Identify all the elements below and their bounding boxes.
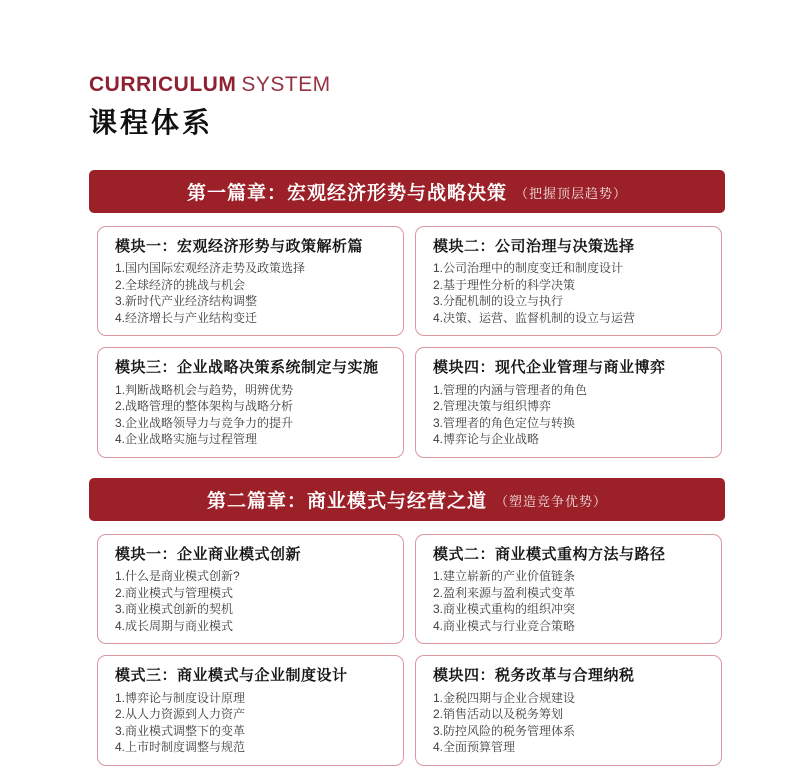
module-title: 模块三：企业战略决策系统制定与实施 — [115, 359, 379, 377]
module-topic: 1.建立崭新的产业价值链条 — [433, 569, 576, 584]
module-topic: 4.商业模式与行业竞合策略 — [433, 618, 576, 633]
module-topic: 3.管理者的角色定位与转换 — [433, 415, 576, 430]
module-topic: 3.分配机制的设立与执行 — [433, 294, 564, 309]
module-card — [97, 655, 404, 766]
module-topic: 1.博弈论与制度设计原理 — [115, 690, 246, 705]
module-topic-list — [115, 691, 389, 756]
module-topic-list — [115, 261, 389, 326]
module-topic: 4.成长周期与商业模式 — [115, 618, 234, 633]
eyebrow-secondary: SYSTEM — [241, 73, 331, 96]
module-topic: 1.公司治理中的制度变迁和制度设计 — [433, 261, 624, 276]
eyebrow-primary: CURRICULUM — [89, 73, 237, 96]
module-topic: 3.商业模式创新的契机 — [115, 602, 234, 617]
module-topic: 2.从人力资源到人力资产 — [115, 707, 246, 722]
module-topic: 3.防控风险的税务管理体系 — [433, 723, 576, 738]
module-topic: 3.企业战略领导力与竞争力的提升 — [115, 415, 294, 430]
module-topic: 4.博弈论与企业战略 — [433, 432, 540, 447]
module-title: 模式二：商业模式重构方法与路径 — [433, 545, 666, 563]
page-title: 课程体系 — [89, 107, 214, 138]
module-title: 模式三：商业模式与企业制度设计 — [115, 667, 348, 685]
module-title: 模块四：税务改革与合理纳税 — [433, 667, 635, 685]
module-topic-list — [433, 569, 707, 634]
module-topic: 2.全球经济的挑战与机会 — [115, 277, 246, 292]
section-banner — [89, 170, 725, 213]
module-card — [415, 534, 722, 645]
section-1 — [89, 170, 725, 458]
module-topic: 3.商业模式重构的组织冲突 — [433, 602, 576, 617]
module-title: 模块一：企业商业模式创新 — [115, 545, 302, 563]
section-banner — [89, 478, 725, 521]
module-title: 模块一：宏观经济形势与政策解析篇 — [115, 237, 364, 255]
module-topic: 1.管理的内涵与管理者的角色 — [433, 382, 588, 397]
module-topic: 4.上市时制度调整与规范 — [115, 740, 246, 755]
module-topic: 2.盈利来源与盈利模式变革 — [433, 585, 576, 600]
module-topic: 4.企业战略实施与过程管理 — [115, 432, 258, 447]
module-topic: 2.商业模式与管理模式 — [115, 585, 234, 600]
module-card — [415, 226, 722, 337]
module-topic: 1.金税四期与企业合规建设 — [433, 690, 576, 705]
module-topic: 2.基于理性分析的科学决策 — [433, 277, 576, 292]
module-topic: 2.战略管理的整体架构与战略分析 — [115, 399, 294, 414]
module-topic-list — [433, 261, 707, 326]
module-card — [97, 226, 404, 337]
module-topic: 4.决策、运营、监督机制的设立与运营 — [433, 310, 636, 325]
module-card — [97, 347, 404, 458]
module-topic: 4.全面预算管理 — [433, 740, 516, 755]
eyebrow — [89, 74, 725, 95]
module-topic: 2.管理决策与组织博弈 — [433, 399, 552, 414]
section-banner-note: （把握顶层趋势） — [515, 186, 628, 202]
module-topic-list — [433, 691, 707, 756]
module-topic: 1.国内国际宏观经济走势及政策选择 — [115, 261, 306, 276]
module-topic: 1.什么是商业模式创新? — [115, 569, 240, 584]
module-topic: 2.销售活动以及税务筹划 — [433, 707, 564, 722]
module-topic: 4.经济增长与产业结构变迁 — [115, 310, 258, 325]
module-grid — [97, 226, 722, 458]
section-banner-title: 第一篇章：宏观经济形势与战略决策 — [186, 182, 507, 204]
module-grid — [97, 534, 722, 766]
module-title: 模块二：公司治理与决策选择 — [433, 237, 635, 255]
section-banner-note: （塑造竞争优势） — [495, 494, 608, 510]
section-2 — [89, 478, 725, 766]
section-banner-title: 第二篇章：商业模式与经营之道 — [206, 490, 487, 512]
module-topic-list — [115, 569, 389, 634]
module-topic-list — [115, 383, 389, 448]
module-topic: 1.判断战略机会与趋势，明辨优势 — [115, 382, 294, 397]
module-card — [97, 534, 404, 645]
module-card — [415, 347, 722, 458]
module-topic-list — [433, 383, 707, 448]
module-topic: 3.商业模式调整下的变革 — [115, 723, 246, 738]
module-title: 模块四：现代企业管理与商业博弈 — [433, 359, 666, 377]
module-card — [415, 655, 722, 766]
module-topic: 3.新时代产业经济结构调整 — [115, 294, 258, 309]
